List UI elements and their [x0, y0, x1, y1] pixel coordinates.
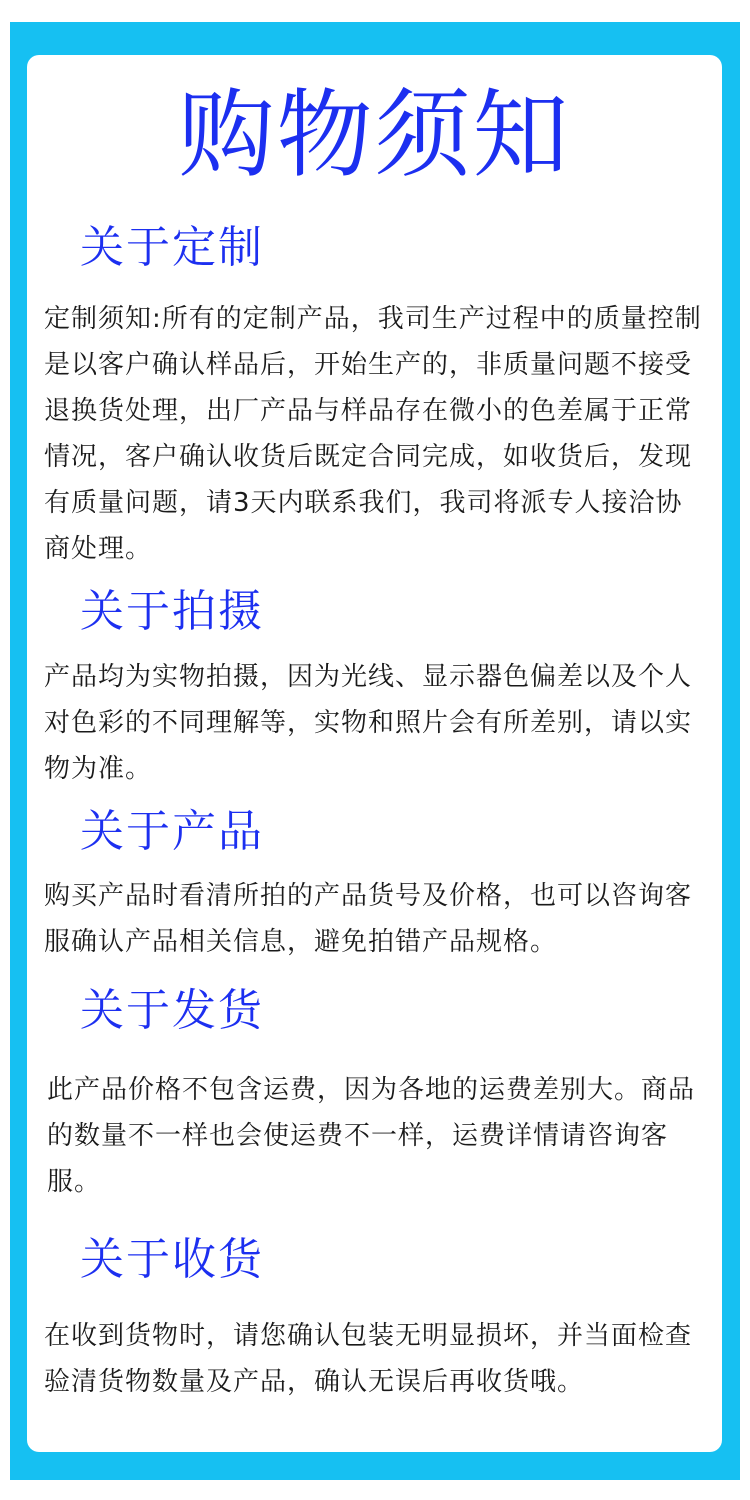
section-body-customization: 定制须知:所有的定制产品，我司生产过程中的质量控制是以客户确认样品后，开始生产的，非质量问题不接受退换货处理，出厂产品与样品存在微小的色差属于正常情况，客户确认收货后既定合同完成，如收货后，发现有质量问题，请3天内联系我们，我司将派专人接洽协商处理。 [44, 304, 702, 564]
section-heading-receiving: 关于收货 [80, 1234, 264, 1285]
section-heading-customization: 关于定制 [80, 222, 264, 273]
section-body-receiving: 在收到货物时，请您确认包装无明显损坏，并当面检查验清货物数量及产品，确认无误后再收货哦。 [44, 1321, 693, 1397]
section-body-photography: 产品均为实物拍摄，因为光线、显示器色偏差以及个人对色彩的不同理解等，实物和照片会有所差别，请以实物为准。 [44, 662, 693, 784]
section-heading-product: 关于产品 [80, 806, 264, 857]
section-body-product: 购买产品时看清所拍的产品货号及价格，也可以咨询客服确认产品相关信息，避免拍错产品规格。 [44, 881, 693, 957]
section-body-shipping: 此产品价格不包含运费，因为各地的运费差别大。商品的数量不一样也会使运费不一样，运费详情请咨询客服。 [47, 1075, 696, 1197]
section-heading-photography: 关于拍摄 [80, 586, 264, 637]
page-title: 购物须知 [178, 79, 571, 191]
section-heading-shipping: 关于发货 [80, 985, 264, 1036]
